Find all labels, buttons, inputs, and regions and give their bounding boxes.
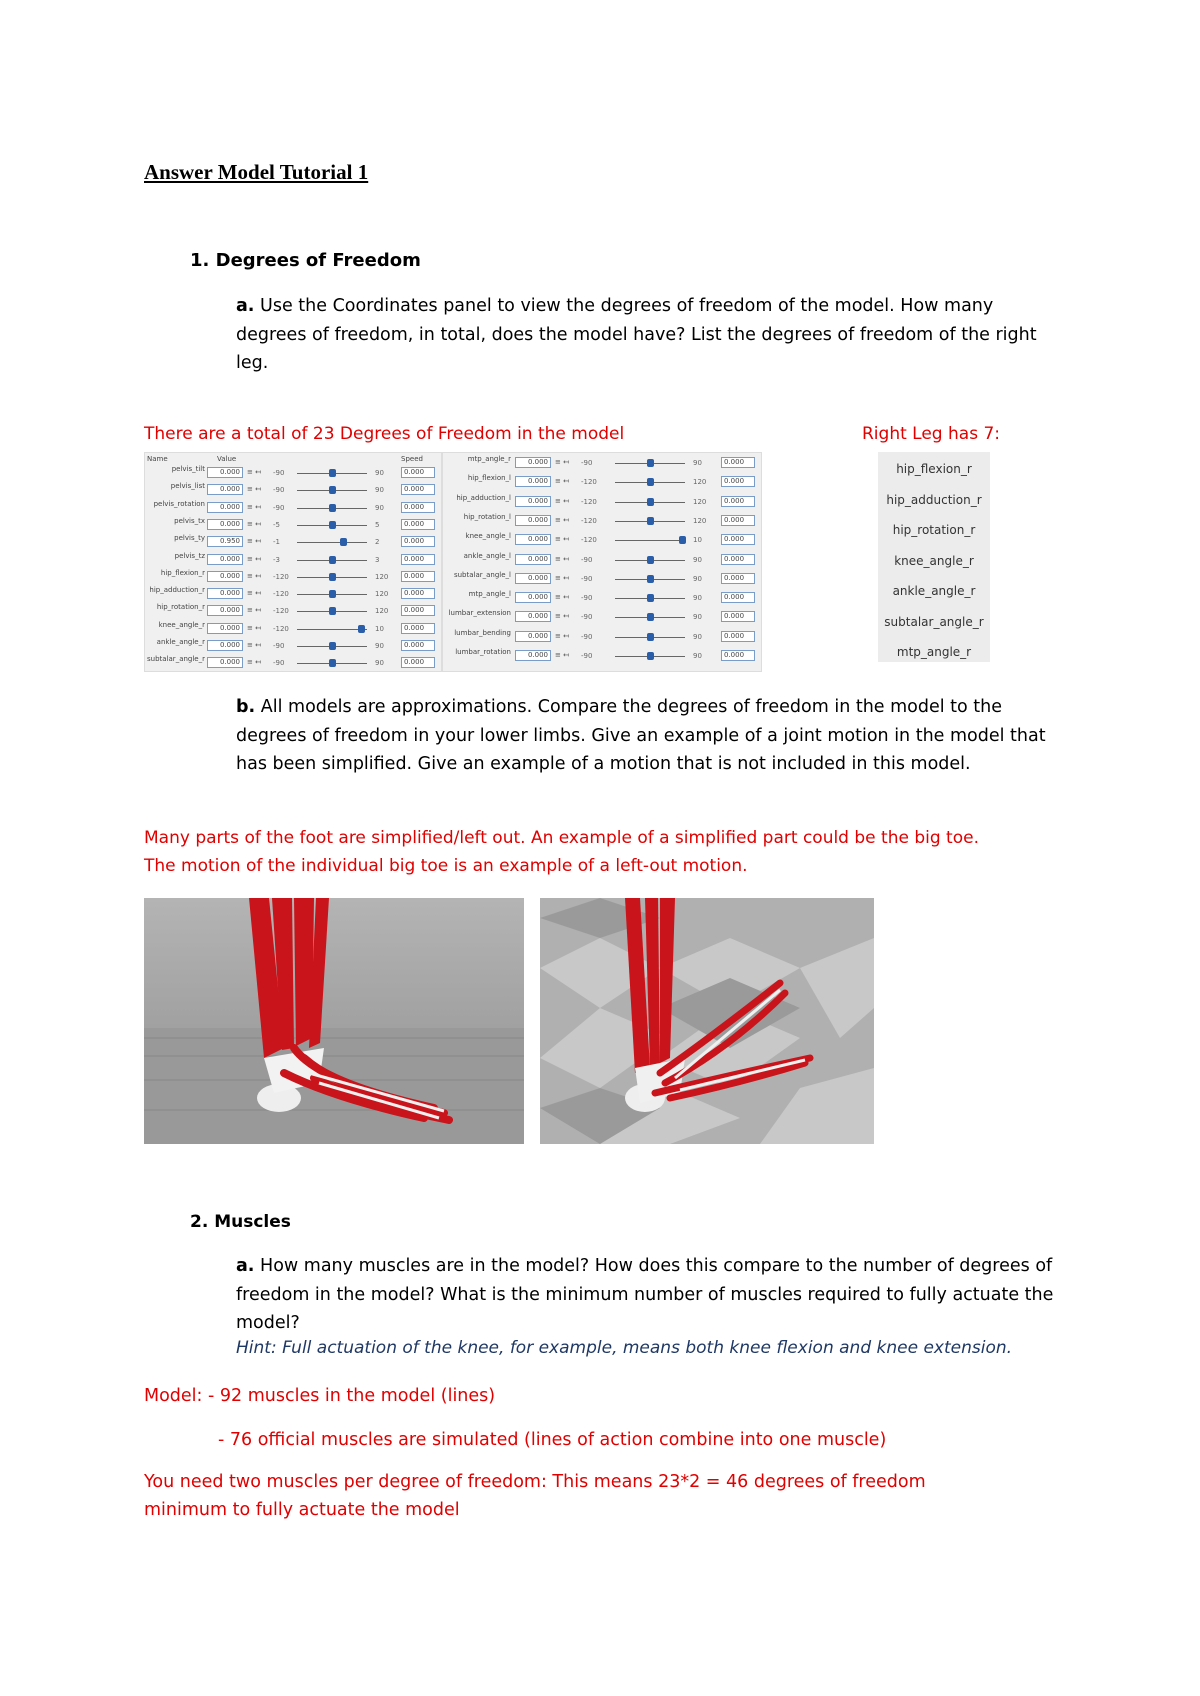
coordinate-name: pelvis_tilt bbox=[171, 465, 205, 473]
lock-clamp-icon[interactable]: ≡ ↤ bbox=[555, 651, 569, 659]
coordinate-max: 120 bbox=[375, 607, 389, 616]
coordinate-speed-field[interactable]: 0.000 bbox=[721, 457, 755, 468]
coordinate-min: -120 bbox=[273, 624, 289, 633]
coordinate-slider-knob[interactable] bbox=[647, 517, 654, 525]
question-prefix: b. bbox=[236, 697, 256, 717]
coordinate-speed-field[interactable]: 0.000 bbox=[721, 515, 755, 526]
coordinate-min: -90 bbox=[273, 642, 285, 650]
coordinate-row bbox=[145, 552, 441, 570]
coordinate-value-field[interactable]: 0.000 bbox=[207, 605, 243, 616]
coordinate-min: -120 bbox=[273, 607, 289, 616]
coordinate-row bbox=[145, 655, 441, 672]
coordinate-speed-field[interactable]: 0.000 bbox=[401, 467, 435, 478]
coordinate-max: 120 bbox=[693, 516, 707, 525]
coordinate-speed-field[interactable]: 0.000 bbox=[721, 496, 755, 507]
coordinate-slider-knob[interactable] bbox=[647, 459, 654, 467]
lock-clamp-icon[interactable]: ≡ ↤ bbox=[555, 593, 569, 602]
coordinate-speed-field[interactable]: 0.000 bbox=[401, 623, 435, 634]
coordinate-row bbox=[443, 455, 761, 473]
coordinate-slider-knob[interactable] bbox=[329, 659, 336, 667]
coordinate-row bbox=[145, 500, 441, 518]
coordinate-speed-field[interactable]: 0.000 bbox=[401, 657, 435, 668]
coordinate-name: lumbar_extension bbox=[448, 609, 511, 618]
coordinate-row bbox=[443, 494, 761, 512]
coordinate-slider-knob[interactable] bbox=[329, 469, 336, 477]
coordinate-min: -90 bbox=[273, 659, 285, 668]
coordinate-min: -90 bbox=[581, 652, 593, 660]
coordinate-slider-knob[interactable] bbox=[340, 538, 347, 546]
coordinate-max: 10 bbox=[693, 536, 702, 545]
coordinate-min: -1 bbox=[273, 538, 280, 547]
question-1b bbox=[236, 693, 1076, 779]
coordinate-speed-field[interactable]: 0.000 bbox=[401, 605, 435, 616]
section-heading-dof: 1. Degrees of Freedom bbox=[190, 250, 421, 271]
coordinate-slider-knob[interactable] bbox=[329, 486, 336, 494]
coordinate-value-field[interactable]: 0.000 bbox=[515, 457, 551, 468]
coordinate-name: knee_angle_r bbox=[158, 620, 205, 629]
answer-1b-line1: Many parts of the foot are simplified/left out. An example of a simplified part could be the big toe. bbox=[144, 828, 979, 848]
coordinate-value-field[interactable]: 0.000 bbox=[515, 650, 551, 661]
document-title: Answer Model Tutorial 1 bbox=[144, 160, 369, 184]
right-leg-dof-item: hip_adduction_r bbox=[886, 492, 982, 507]
coordinates-panel-right bbox=[442, 452, 762, 672]
coordinate-row bbox=[145, 569, 441, 587]
coordinate-slider-knob[interactable] bbox=[329, 607, 336, 615]
coordinate-name: pelvis_tz bbox=[174, 551, 205, 560]
right-leg-dof-list bbox=[878, 452, 990, 662]
lock-clamp-icon[interactable]: ≡ ↤ bbox=[247, 641, 261, 649]
lock-clamp-icon[interactable]: ≡ ↤ bbox=[555, 554, 569, 563]
coordinate-speed-field[interactable]: 0.000 bbox=[401, 554, 435, 565]
coordinate-name: hip_adduction_l bbox=[456, 493, 511, 502]
coordinate-row bbox=[443, 532, 761, 550]
coordinate-value-field[interactable]: 0.000 bbox=[515, 573, 551, 584]
coordinate-row bbox=[443, 609, 761, 627]
lock-clamp-icon[interactable]: ≡ ↤ bbox=[555, 458, 569, 466]
foot-model-render-1 bbox=[144, 898, 524, 1144]
coordinate-value-field[interactable]: 0.000 bbox=[515, 631, 551, 642]
coordinate-value-field[interactable]: 0.000 bbox=[207, 588, 243, 599]
coordinate-name: hip_adduction_r bbox=[149, 586, 205, 595]
coordinate-max: 90 bbox=[693, 594, 702, 603]
coordinate-speed-field[interactable]: 0.000 bbox=[401, 571, 435, 582]
coordinate-slider-knob[interactable] bbox=[647, 575, 654, 583]
coordinate-max: 5 bbox=[375, 520, 380, 529]
coordinates-panel-left bbox=[144, 452, 442, 672]
lock-clamp-icon[interactable]: ≡ ↤ bbox=[247, 606, 261, 615]
coordinate-slider-track[interactable] bbox=[297, 629, 367, 630]
coordinate-max: 2 bbox=[375, 538, 380, 547]
coordinate-value-field[interactable]: 0.000 bbox=[207, 519, 243, 530]
coordinate-min: -90 bbox=[581, 459, 593, 467]
coordinate-speed-field[interactable]: 0.000 bbox=[401, 519, 435, 530]
coordinate-min: -120 bbox=[273, 590, 289, 599]
lock-clamp-icon[interactable]: ≡ ↤ bbox=[555, 535, 569, 544]
coordinate-name: lumbar_bending bbox=[454, 628, 511, 637]
lock-clamp-icon[interactable]: ≡ ↤ bbox=[247, 554, 261, 563]
right-leg-dof-item: knee_angle_r bbox=[894, 553, 974, 568]
header-speed: Speed bbox=[401, 455, 423, 463]
question-text: Use the Coordinates panel to view the degrees of freedom of the model. How many degrees of freedom, in total, does the model have? List the degrees of freedom of the right leg. bbox=[236, 296, 1037, 373]
coordinate-slider-knob[interactable] bbox=[647, 613, 654, 621]
coordinate-row bbox=[145, 482, 441, 500]
coordinate-name: hip_rotation_l bbox=[463, 512, 511, 521]
coordinate-row bbox=[443, 571, 761, 589]
coordinate-slider-knob[interactable] bbox=[329, 573, 336, 581]
coordinate-speed-field[interactable]: 0.000 bbox=[721, 592, 755, 603]
coordinate-min: -120 bbox=[273, 572, 289, 581]
coordinate-speed-field[interactable]: 0.000 bbox=[401, 588, 435, 599]
right-leg-dof-item: hip_flexion_r bbox=[896, 462, 972, 476]
coordinate-row bbox=[443, 552, 761, 570]
coordinate-speed-field[interactable]: 0.000 bbox=[401, 536, 435, 547]
coordinate-min: -5 bbox=[273, 520, 280, 529]
coordinate-max: 90 bbox=[375, 469, 384, 477]
coordinate-min: -90 bbox=[581, 613, 593, 622]
coordinate-slider-knob[interactable] bbox=[329, 504, 336, 512]
lock-clamp-icon[interactable]: ≡ ↤ bbox=[555, 515, 569, 524]
coordinate-name: hip_flexion_l bbox=[467, 474, 511, 483]
coordinate-row bbox=[145, 621, 441, 639]
coordinate-value-field[interactable]: 0.000 bbox=[207, 623, 243, 634]
coordinate-speed-field[interactable]: 0.000 bbox=[401, 502, 435, 513]
coordinate-max: 90 bbox=[693, 574, 702, 583]
coordinate-max: 90 bbox=[375, 486, 384, 495]
coordinate-name: hip_flexion_r bbox=[160, 568, 205, 577]
answer-1b-line2: The motion of the individual big toe is an example of a left-out motion. bbox=[144, 856, 748, 876]
coordinate-name: knee_angle_l bbox=[465, 532, 511, 541]
coordinate-max: 10 bbox=[375, 624, 384, 633]
coordinate-slider-knob[interactable] bbox=[679, 536, 686, 544]
foot-model-render-2 bbox=[540, 898, 874, 1144]
lock-clamp-icon[interactable]: ≡ ↤ bbox=[247, 589, 261, 598]
question-text: All models are approximations. Compare the degrees of freedom in the model to the degrees of freedom in your lower limbs. Give an example of a joint motion in the model that has been simplified. Give an example of a motion that is not included in this model. bbox=[236, 697, 1046, 774]
coordinate-max: 90 bbox=[375, 642, 384, 650]
coordinate-name: pelvis_ty bbox=[174, 534, 205, 543]
question-text: How many muscles are in the model? How does this compare to the number of degrees of freedom in the model? What is the minimum number of muscles required to fully actuate the model? bbox=[236, 1256, 1054, 1333]
coordinate-max: 120 bbox=[375, 590, 389, 599]
coordinate-min: -90 bbox=[581, 574, 593, 583]
coordinate-value-field[interactable]: 0.000 bbox=[515, 554, 551, 565]
coordinate-min: -90 bbox=[273, 486, 285, 495]
right-leg-dof-item: hip_rotation_r bbox=[892, 523, 976, 537]
question-prefix: a. bbox=[236, 1256, 255, 1276]
coordinate-name: lumbar_rotation bbox=[455, 648, 511, 656]
coordinate-value-field[interactable]: 0.000 bbox=[207, 657, 243, 668]
coordinate-max: 90 bbox=[693, 652, 702, 660]
coordinate-speed-field[interactable]: 0.000 bbox=[721, 476, 755, 487]
coordinate-max: 90 bbox=[693, 555, 702, 564]
coordinate-max: 90 bbox=[375, 659, 384, 668]
coordinate-name: hip_rotation_r bbox=[156, 603, 205, 612]
coordinate-value-field[interactable]: 0.000 bbox=[515, 515, 551, 526]
section-heading-muscles: 2. Muscles bbox=[190, 1212, 291, 1232]
coordinate-min: -90 bbox=[581, 632, 593, 641]
coordinate-slider-knob[interactable] bbox=[647, 594, 654, 602]
coordinate-speed-field[interactable]: 0.000 bbox=[721, 554, 755, 565]
lock-clamp-icon[interactable]: ≡ ↤ bbox=[247, 502, 261, 511]
coordinate-name: mtp_angle_r bbox=[467, 455, 511, 463]
lock-clamp-icon[interactable]: ≡ ↤ bbox=[247, 468, 261, 476]
lock-clamp-icon[interactable]: ≡ ↤ bbox=[555, 612, 569, 621]
coordinate-row bbox=[443, 590, 761, 608]
right-leg-dof-item: ankle_angle_r bbox=[892, 584, 976, 598]
coordinate-slider-knob[interactable] bbox=[358, 625, 365, 633]
coordinate-slider-knob[interactable] bbox=[647, 652, 654, 660]
coordinate-value-field[interactable]: 0.000 bbox=[515, 496, 551, 507]
lock-clamp-icon[interactable]: ≡ ↤ bbox=[247, 537, 261, 546]
coordinate-row bbox=[443, 629, 761, 647]
coordinate-value-field[interactable]: 0.000 bbox=[515, 592, 551, 603]
question-2a bbox=[236, 1252, 1066, 1338]
answer-2a-line3: You need two muscles per degree of freedom: This means 23*2 = 46 degrees of freedom bbox=[144, 1472, 926, 1492]
coordinate-min: -90 bbox=[273, 469, 285, 477]
coordinate-row bbox=[145, 603, 441, 621]
coordinate-value-field[interactable]: 0.000 bbox=[207, 484, 243, 495]
coordinate-value-field[interactable]: 0.000 bbox=[207, 554, 243, 565]
coordinate-min: -90 bbox=[581, 594, 593, 603]
coordinate-min: -90 bbox=[273, 503, 285, 512]
coordinate-slider-knob[interactable] bbox=[647, 478, 654, 486]
coordinate-value-field[interactable]: 0.000 bbox=[515, 476, 551, 487]
answer-total-dof: There are a total of 23 Degrees of Freedom in the model bbox=[144, 424, 625, 444]
lock-clamp-icon[interactable]: ≡ ↤ bbox=[247, 519, 261, 528]
coordinate-name: pelvis_tx bbox=[174, 516, 205, 525]
coordinate-slider-track[interactable] bbox=[615, 540, 685, 541]
coordinate-max: 90 bbox=[375, 503, 384, 512]
coordinate-row bbox=[443, 513, 761, 531]
answer-2a-line1: Model: - 92 muscles in the model (lines) bbox=[144, 1386, 496, 1406]
coordinate-value-field[interactable]: 0.000 bbox=[207, 571, 243, 582]
coordinate-min: -120 bbox=[581, 516, 597, 525]
coordinate-name: pelvis_list bbox=[170, 482, 205, 491]
coordinate-min: -90 bbox=[581, 555, 593, 564]
answer-2a-line2: - 76 official muscles are simulated (lines of action combine into one muscle) bbox=[218, 1430, 887, 1450]
coordinate-speed-field[interactable]: 0.000 bbox=[721, 611, 755, 622]
coordinate-row bbox=[145, 638, 441, 656]
coordinate-max: 120 bbox=[693, 478, 707, 487]
header-name: Name bbox=[147, 455, 168, 463]
coordinate-value-field[interactable]: 0.000 bbox=[207, 640, 243, 651]
coordinate-row bbox=[443, 474, 761, 492]
coordinate-row bbox=[443, 648, 761, 666]
coordinate-max: 120 bbox=[693, 497, 707, 506]
coordinate-max: 90 bbox=[693, 459, 702, 467]
question-prefix: a. bbox=[236, 296, 255, 316]
answer-right-leg: Right Leg has 7: bbox=[862, 424, 1000, 444]
coordinate-speed-field[interactable]: 0.000 bbox=[401, 484, 435, 495]
coordinate-slider-knob[interactable] bbox=[329, 642, 336, 650]
lock-clamp-icon[interactable]: ≡ ↤ bbox=[555, 631, 569, 640]
coordinate-speed-field[interactable]: 0.000 bbox=[401, 640, 435, 651]
coordinate-value-field[interactable]: 0.000 bbox=[515, 611, 551, 622]
coordinate-name: ankle_angle_r bbox=[156, 638, 205, 646]
lock-clamp-icon[interactable]: ≡ ↤ bbox=[247, 571, 261, 580]
lock-clamp-icon[interactable]: ≡ ↤ bbox=[555, 496, 569, 505]
coordinate-slider-knob[interactable] bbox=[329, 556, 336, 564]
coordinate-max: 90 bbox=[693, 632, 702, 641]
coordinate-name: ankle_angle_l bbox=[463, 551, 511, 560]
coordinate-value-field[interactable]: 0.950 bbox=[207, 536, 243, 547]
coordinate-value-field[interactable]: 0.000 bbox=[515, 534, 551, 545]
lock-clamp-icon[interactable]: ≡ ↤ bbox=[247, 658, 261, 667]
coordinate-min: -120 bbox=[581, 536, 597, 545]
coordinate-speed-field[interactable]: 0.000 bbox=[721, 650, 755, 661]
coordinate-speed-field[interactable]: 0.000 bbox=[721, 534, 755, 545]
hint-text: Hint: Full actuation of the knee, for example, means both knee flexion and knee extension. bbox=[236, 1338, 1013, 1358]
coordinate-slider-knob[interactable] bbox=[647, 556, 654, 564]
coordinate-min: -120 bbox=[581, 497, 597, 506]
coordinate-slider-knob[interactable] bbox=[647, 498, 654, 506]
coordinate-row bbox=[145, 586, 441, 604]
lock-clamp-icon[interactable]: ≡ ↤ bbox=[247, 485, 261, 494]
coordinate-slider-knob[interactable] bbox=[329, 521, 336, 529]
coordinate-min: -3 bbox=[273, 555, 280, 564]
coordinate-min: -120 bbox=[581, 478, 597, 487]
coordinate-row bbox=[145, 517, 441, 535]
coordinate-row bbox=[145, 534, 441, 552]
lock-clamp-icon[interactable]: ≡ ↤ bbox=[555, 573, 569, 582]
coordinate-name: mtp_angle_l bbox=[468, 590, 511, 599]
coordinate-max: 120 bbox=[375, 572, 389, 581]
coordinate-name: pelvis_rotation bbox=[153, 499, 205, 508]
right-leg-dof-item: subtalar_angle_r bbox=[884, 614, 984, 629]
coordinate-speed-field[interactable]: 0.000 bbox=[721, 631, 755, 642]
coordinate-name: subtalar_angle_l bbox=[453, 570, 511, 579]
answer-2a-line4: minimum to fully actuate the model bbox=[144, 1500, 460, 1520]
question-1a bbox=[236, 292, 1066, 378]
lock-clamp-icon[interactable]: ≡ ↤ bbox=[555, 477, 569, 486]
coordinate-name: subtalar_angle_r bbox=[147, 655, 205, 664]
header-value: Value bbox=[217, 455, 237, 463]
coordinate-speed-field[interactable]: 0.000 bbox=[721, 573, 755, 584]
coordinate-max: 3 bbox=[375, 555, 380, 564]
coordinate-slider-knob[interactable] bbox=[329, 590, 336, 598]
right-leg-dof-item: mtp_angle_r bbox=[896, 645, 972, 659]
coordinate-row bbox=[145, 465, 441, 483]
coordinate-value-field[interactable]: 0.000 bbox=[207, 502, 243, 513]
lock-clamp-icon[interactable]: ≡ ↤ bbox=[247, 623, 261, 632]
coordinate-slider-track[interactable] bbox=[297, 542, 367, 543]
coordinate-slider-knob[interactable] bbox=[647, 633, 654, 641]
coordinate-value-field[interactable]: 0.000 bbox=[207, 467, 243, 478]
coordinate-max: 90 bbox=[693, 613, 702, 622]
